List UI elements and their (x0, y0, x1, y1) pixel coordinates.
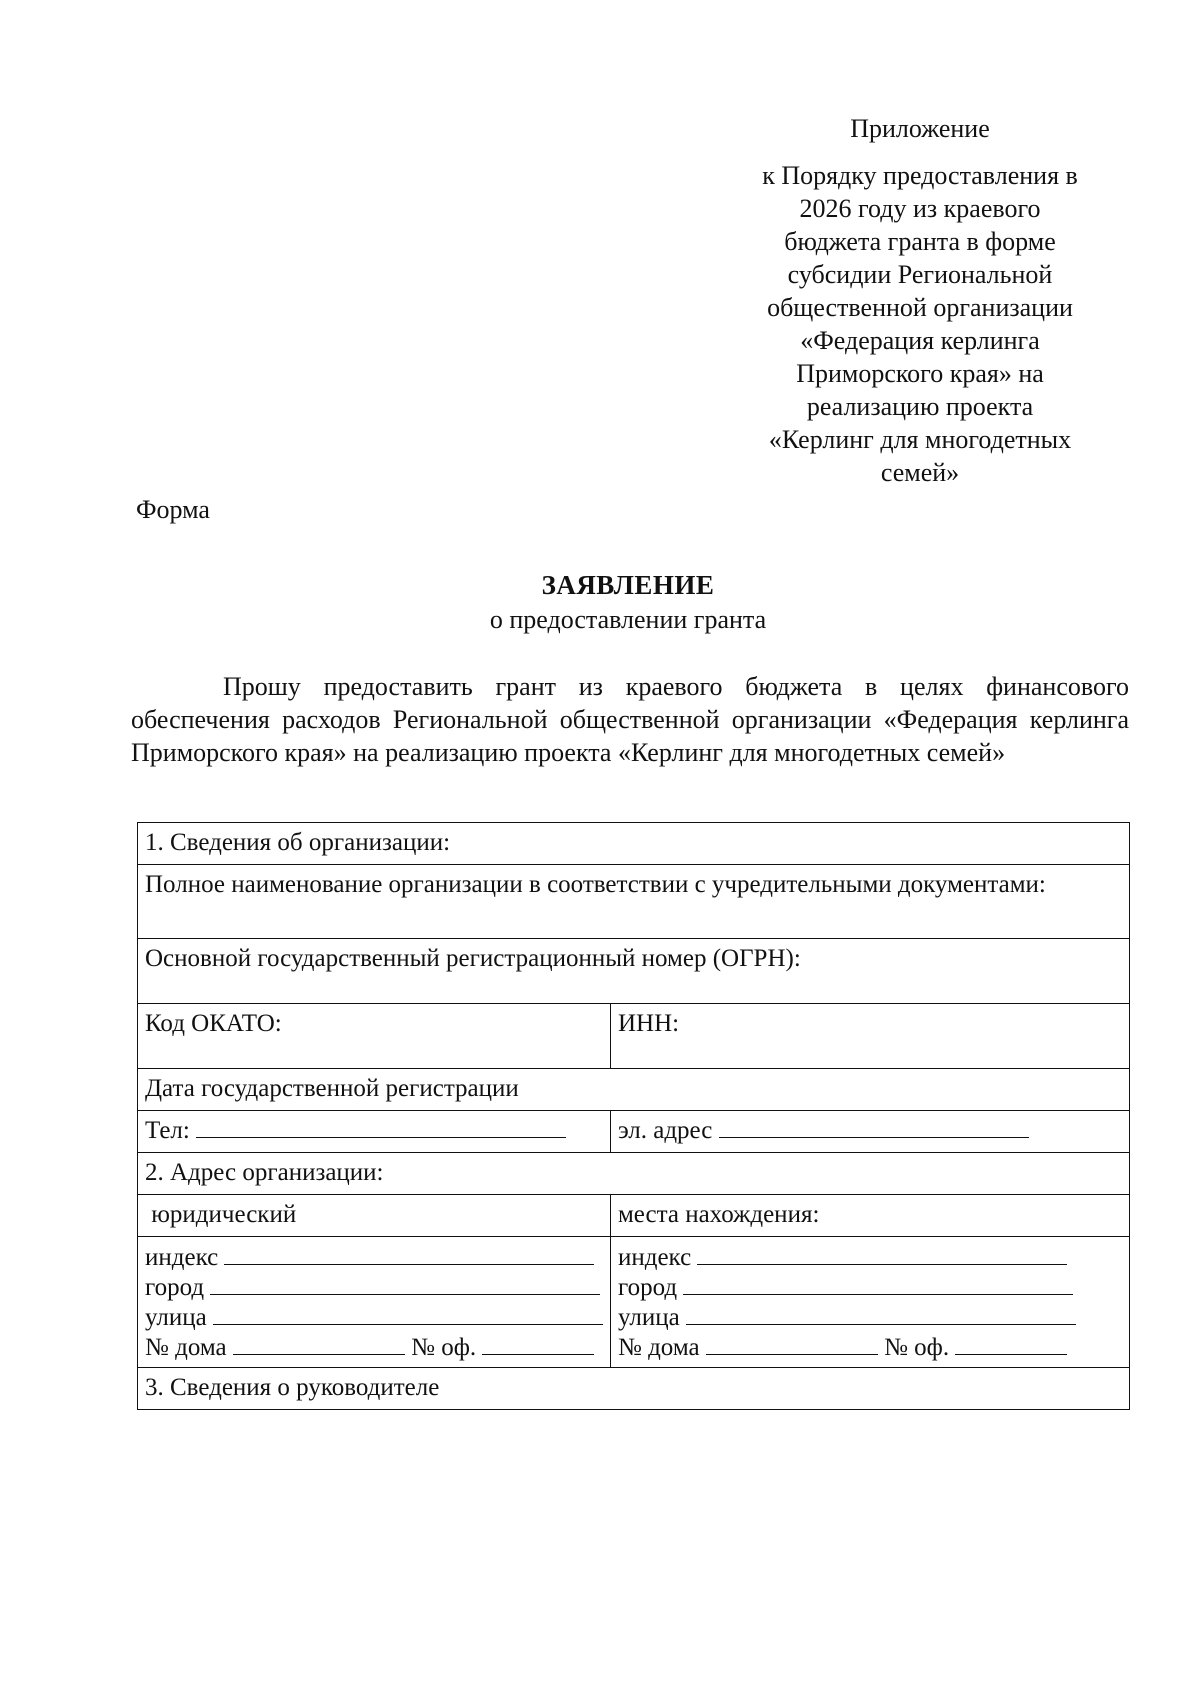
actual-house-blank[interactable] (706, 1334, 878, 1355)
phone-blank[interactable] (196, 1117, 566, 1138)
annex-line: к Порядку предоставления в (762, 161, 1078, 190)
annex-title: Приложение (850, 114, 990, 143)
annex-line: 2026 году из краевого (799, 194, 1041, 223)
email-label: эл. адрес (617, 1117, 713, 1144)
section-organization-info: 1. Сведения об организации: (138, 823, 1130, 865)
house-label: № дома (145, 1334, 227, 1361)
city-label: город (617, 1274, 678, 1301)
legal-city-blank[interactable] (210, 1274, 600, 1295)
form-label: Форма (136, 495, 210, 524)
annex-line: субсидии Региональной (787, 260, 1053, 289)
annex-line: общественной организации (767, 293, 1073, 322)
actual-address-header: места нахождения: (610, 1195, 1129, 1237)
annex-line: реализацию проекта (806, 392, 1034, 421)
house-label: № дома (617, 1334, 700, 1361)
legal-office-blank[interactable] (482, 1334, 594, 1355)
street-label: улица (617, 1304, 680, 1331)
annex-block (720, 112, 1120, 489)
document-subtitle: о предоставлении гранта (489, 605, 767, 634)
office-label: № оф. (411, 1334, 477, 1361)
email-blank[interactable] (719, 1117, 1029, 1138)
actual-address-fields (610, 1237, 1129, 1368)
actual-office-blank[interactable] (955, 1334, 1067, 1355)
section-director-info: 3. Сведения о руководителе (138, 1368, 1130, 1410)
email-field[interactable] (610, 1111, 1129, 1153)
phone-label: Тел: (145, 1117, 190, 1144)
section-address: 2. Адрес организации: (138, 1153, 1130, 1195)
application-form-table (137, 822, 1130, 1410)
registration-date-field[interactable]: Дата государственной регистрации (138, 1069, 1130, 1111)
legal-index-blank[interactable] (224, 1244, 594, 1265)
okato-field[interactable]: Код ОКАТО: (138, 1004, 611, 1069)
request-paragraph: Прошу предоставить грант из краевого бюджета в целях финансового обеспечения расходов Региональной общественной организации «Федерация керлинга Приморского края» на реализацию проекта «Керлинг для многодетных семей» (131, 672, 1129, 767)
annex-line: семей» (880, 458, 960, 487)
index-label: индекс (617, 1244, 692, 1271)
phone-field[interactable] (138, 1111, 611, 1153)
annex-line: Приморского края» на (796, 359, 1044, 388)
annex-line: «Федерация керлинга (800, 326, 1040, 355)
office-label: № оф. (884, 1334, 950, 1361)
annex-line: бюджета гранта в форме (784, 227, 1056, 256)
legal-house-blank[interactable] (233, 1334, 405, 1355)
actual-street-blank[interactable] (686, 1304, 1076, 1325)
actual-city-blank[interactable] (683, 1274, 1073, 1295)
actual-index-blank[interactable] (697, 1244, 1067, 1265)
legal-address-fields (138, 1237, 611, 1368)
document-title: ЗАЯВЛЕНИЕ (541, 570, 715, 600)
inn-field[interactable]: ИНН: (610, 1004, 1129, 1069)
legal-street-blank[interactable] (213, 1304, 603, 1325)
street-label: улица (145, 1304, 207, 1331)
ogrn-field[interactable]: Основной государственный регистрационный номер (ОГРН): (138, 939, 1130, 1004)
index-label: индекс (145, 1244, 219, 1271)
annex-line: «Керлинг для многодетных (768, 425, 1072, 454)
city-label: город (145, 1274, 205, 1301)
legal-address-header: юридический (138, 1195, 611, 1237)
full-name-field[interactable]: Полное наименование организации в соответствии с учредительными документами: (138, 865, 1130, 939)
